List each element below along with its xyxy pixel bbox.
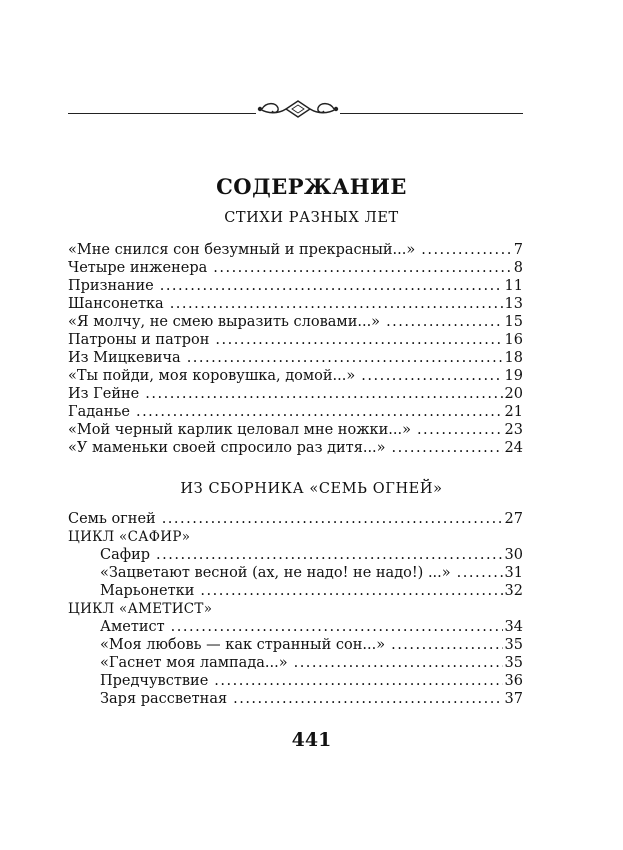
toc-entry[interactable]: Гаданье ..... 21	[68, 403, 523, 421]
toc-entry[interactable]: «У маменьки своей спросило раз дитя...» ..... 24	[68, 439, 523, 457]
toc-entry[interactable]: Сафир ..... 30	[68, 546, 523, 564]
toc-entry[interactable]: Шансонетка ..... 13	[68, 295, 523, 313]
toc-list	[68, 241, 523, 457]
toc-entry[interactable]: Предчувствие ..... 36	[68, 672, 523, 690]
section-title: СТИХИ РАЗНЫХ ЛЕТ	[224, 210, 399, 226]
toc-entry[interactable]: Признание ..... 11	[68, 277, 523, 295]
cycle-heading: ЦИКЛ «АМЕТИСТ»	[68, 601, 213, 617]
header-ornament-icon	[256, 96, 340, 122]
toc-entry[interactable]: «Гаснет моя лампада...» ..... 35	[68, 654, 523, 672]
toc-entry[interactable]: «Зацветают весной (ах, не надо! не надо!) ...» ..... 31	[68, 564, 523, 582]
toc-entry[interactable]: Аметист ..... 34	[68, 618, 523, 636]
toc-entry[interactable]: Заря рассветная ..... 37	[68, 690, 523, 708]
toc-entry[interactable]: Патроны и патрон ..... 16	[68, 331, 523, 349]
page-number: 441	[291, 729, 332, 751]
toc-entry[interactable]: Марьонетки ..... 32	[68, 582, 523, 600]
cycle-heading: ЦИКЛ «САФИР»	[68, 529, 191, 545]
toc-entry[interactable]: Семь огней ..... 27	[68, 510, 523, 528]
toc-entry[interactable]: Четыре инженера ..... 8	[68, 259, 523, 277]
section-title: ИЗ СБОРНИКА «СЕМЬ ОГНЕЙ»	[180, 481, 443, 497]
page-title: СОДЕРЖАНИЕ	[216, 174, 407, 199]
toc-entry[interactable]: Из Мицкевича ..... 18	[68, 349, 523, 367]
toc-entry[interactable]: «Мой черный карлик целовал мне ножки...» ..... 23	[68, 421, 523, 439]
toc-entry[interactable]: «Моя любовь — как странный сон...» ..... 35	[68, 636, 523, 654]
toc-entry[interactable]: Из Гейне ..... 20	[68, 385, 523, 403]
toc-list	[68, 510, 523, 708]
toc-entry[interactable]: «Я молчу, не смею выразить словами...» ..... 15	[68, 313, 523, 331]
toc-entry[interactable]: «Ты пойди, моя коровушка, домой...» ..... 19	[68, 367, 523, 385]
toc-entry[interactable]: «Мне снился сон безумный и прекрасный...» ..... 7	[68, 241, 523, 259]
